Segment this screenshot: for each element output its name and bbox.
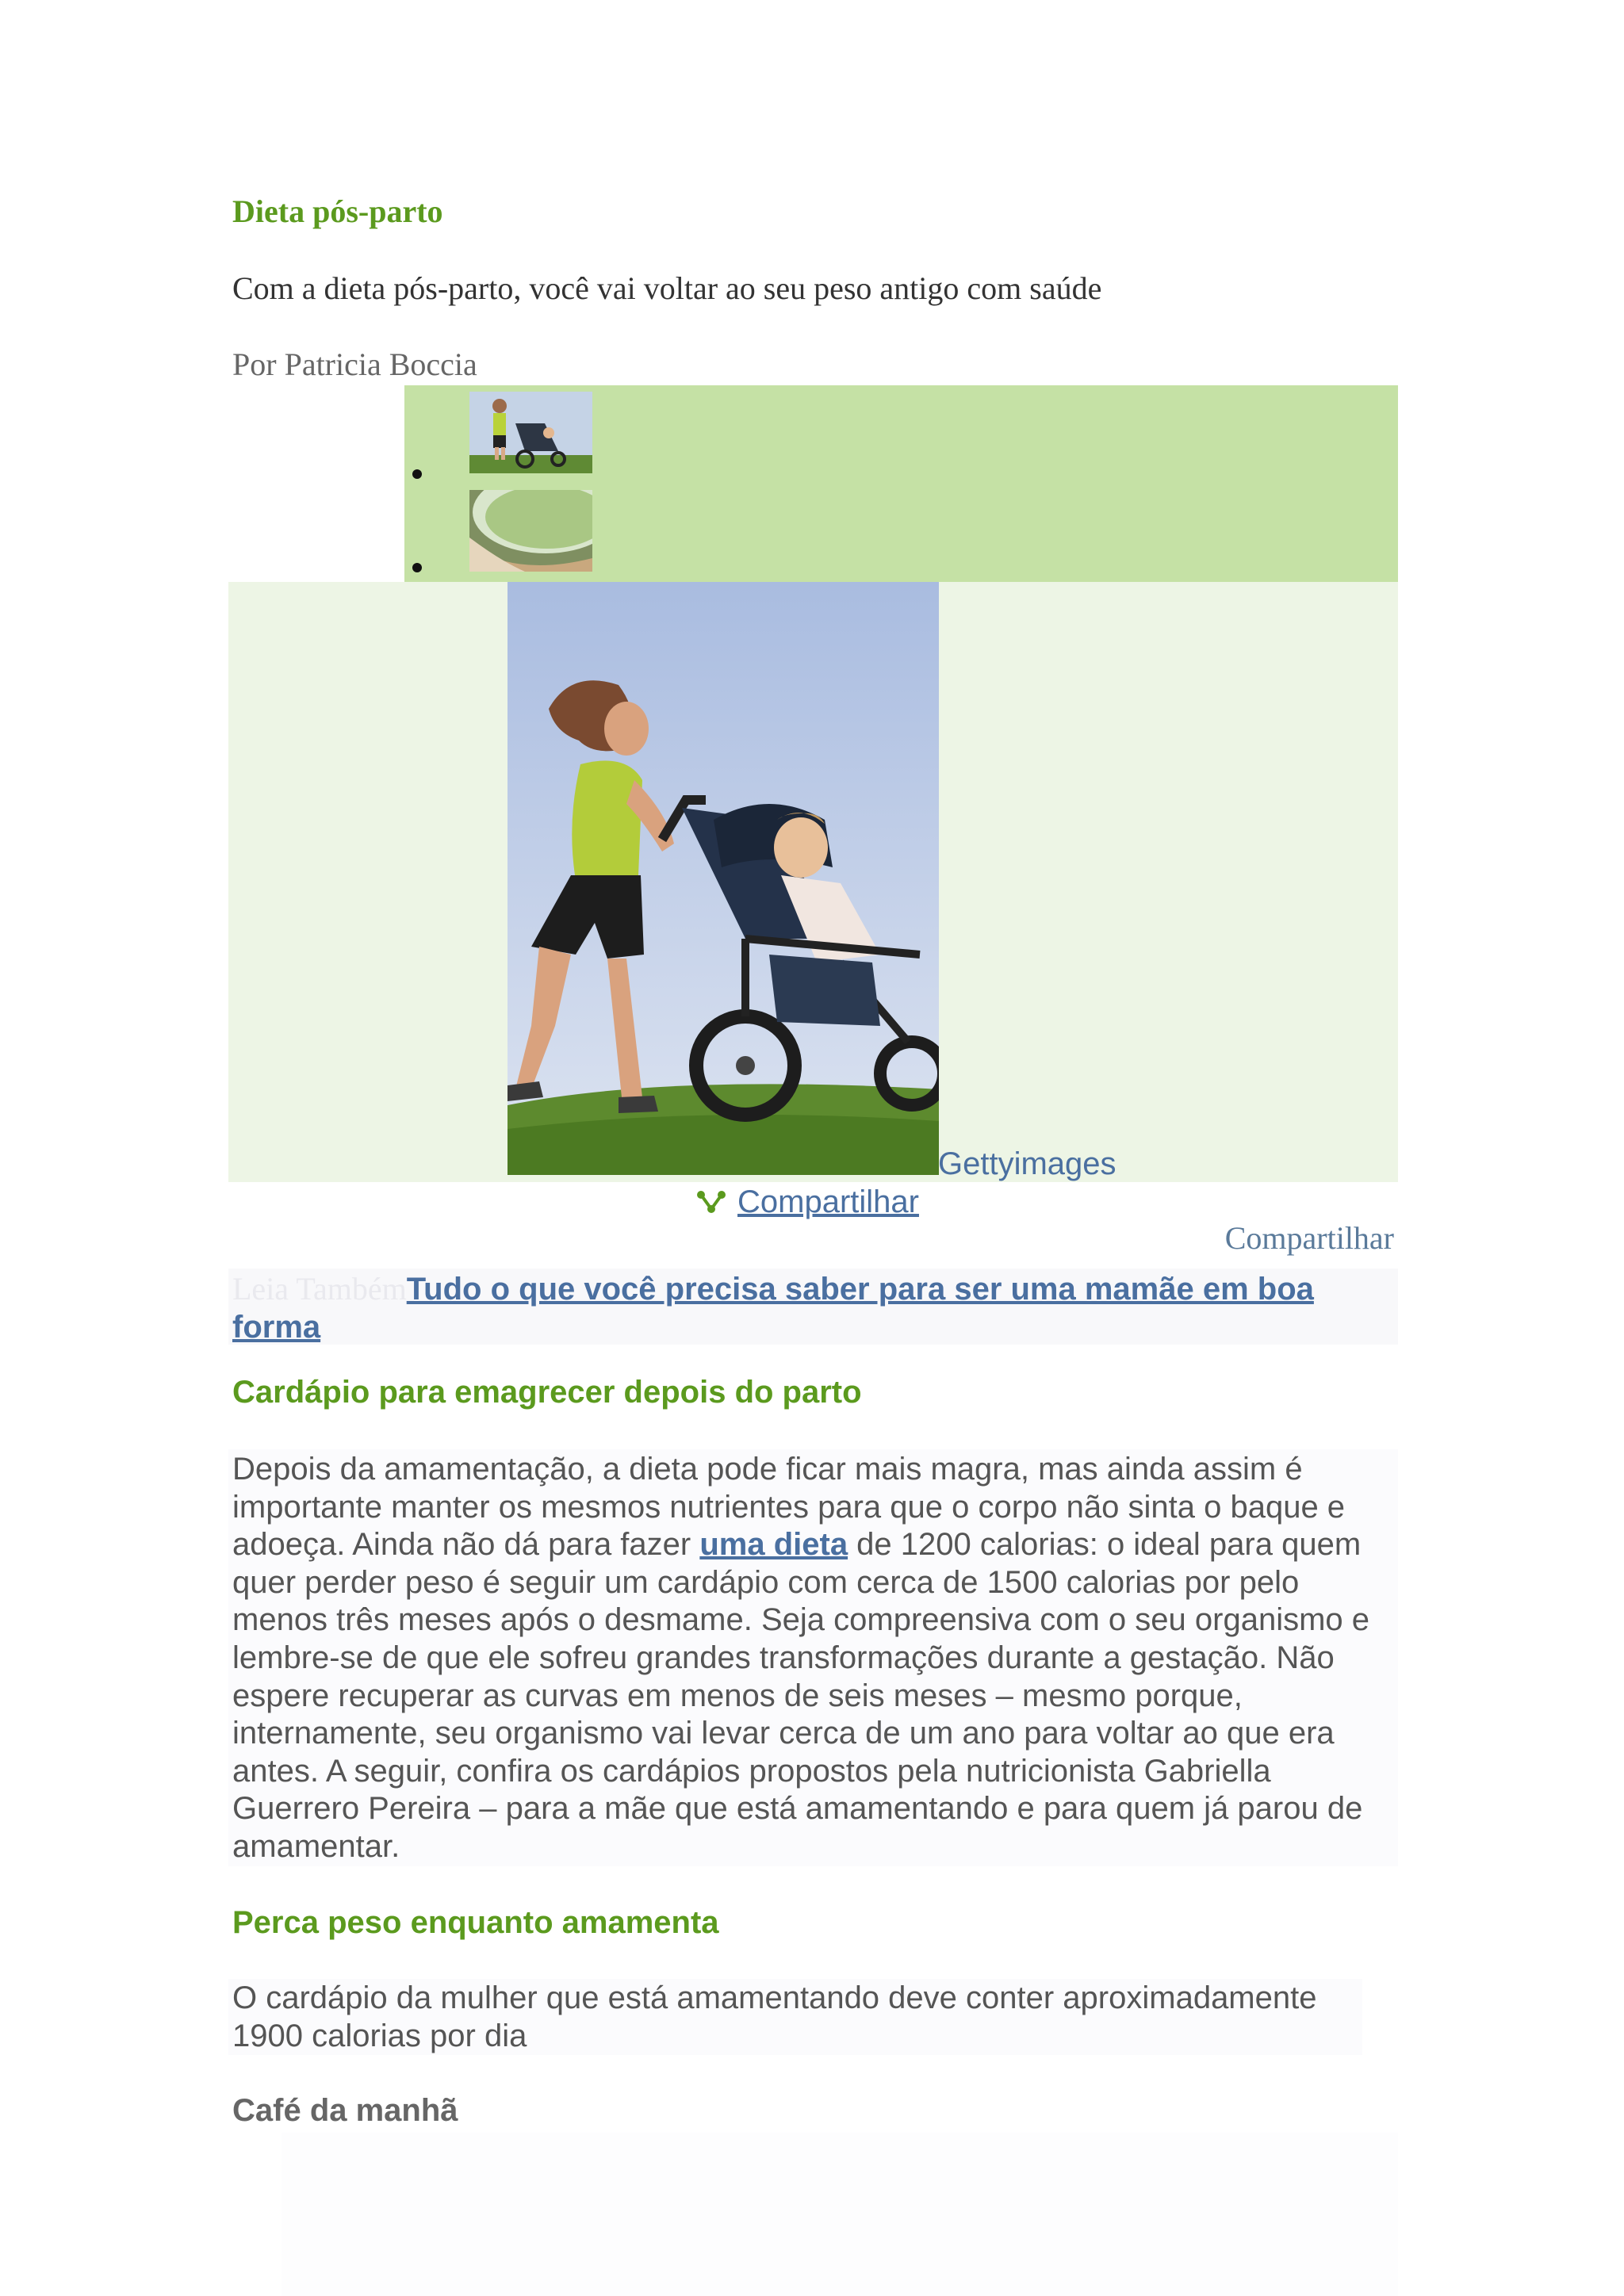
- thumbnail-stroller-image[interactable]: [469, 392, 592, 473]
- article-subtitle: Com a dieta pós-parto, você vai voltar ao seu peso antigo com saúde: [232, 270, 1102, 306]
- paragraph-amamenta: O cardápio da mulher que está amamentando deve conter aproximadamente 1900 calorias por dia: [232, 1980, 1317, 2053]
- page-continuation: [282, 2133, 1398, 2296]
- main-photo-mother-jogging-with-stroller: [508, 582, 939, 1175]
- section-heading-cardapio: Cardápio para emagrecer depois do parto: [232, 1375, 862, 1410]
- paragraph-text: de 1200 calorias: o ideal para quem quer perder peso é seguir um cardápio com cerca de 1500 calorias por pelo menos três meses após o desmame. Seja compreensiva com o seu organismo e lembre-se de que ele sofreu grandes transformações durante a gestação. Não espere recuperar as curvas em menos de seis meses – mesmo porque, internamente, seu organismo vai levar cerca de um ano para voltar ao que era antes. A seguir, confira os cardápios propostos pela nutricionista Gabriella Guerrero Pereira – para a mãe que está amamentando e para quem já parou de amamentar.: [232, 1527, 1370, 1864]
- gallery-thumbnails: [404, 385, 1398, 582]
- share-icon: [696, 1190, 726, 1214]
- thumbnail-item[interactable]: [404, 392, 642, 479]
- section-heading-amamenta: Perca peso enquanto amamenta: [232, 1905, 719, 1940]
- related-label: Leia Também: [232, 1271, 407, 1307]
- diet-link[interactable]: uma dieta: [699, 1527, 848, 1563]
- thumbnail-cup-image[interactable]: [469, 490, 592, 572]
- bullet-icon: [412, 469, 422, 479]
- share-link[interactable]: [696, 1183, 919, 1221]
- photo-credit: Gettyimages: [938, 1146, 1116, 1181]
- related-article-link[interactable]: Tudo o que você precisa saber para ser uma mamãe em boa forma: [232, 1272, 1314, 1345]
- section-heading-cafe-da-manha: Café da manhã: [232, 2093, 458, 2128]
- share-button[interactable]: Compartilhar: [1224, 1220, 1394, 1256]
- bullet-icon: [412, 563, 422, 572]
- article-byline: Por Patricia Boccia: [232, 346, 477, 382]
- related-article: [232, 1270, 1390, 1346]
- article-title: Dieta pós-parto: [232, 193, 443, 229]
- paragraph-text: Depois da amamentação, a dieta pode ficar mais magra, mas ainda assim é importante manter os mesmos nutrientes para que o corpo não sinta o baque e adoeça. Ainda não dá para fazer: [232, 1452, 1346, 1563]
- thumbnail-item[interactable]: [404, 490, 642, 577]
- share-link-label: Compartilhar: [737, 1184, 919, 1219]
- paragraph-cardapio: [232, 1451, 1398, 1866]
